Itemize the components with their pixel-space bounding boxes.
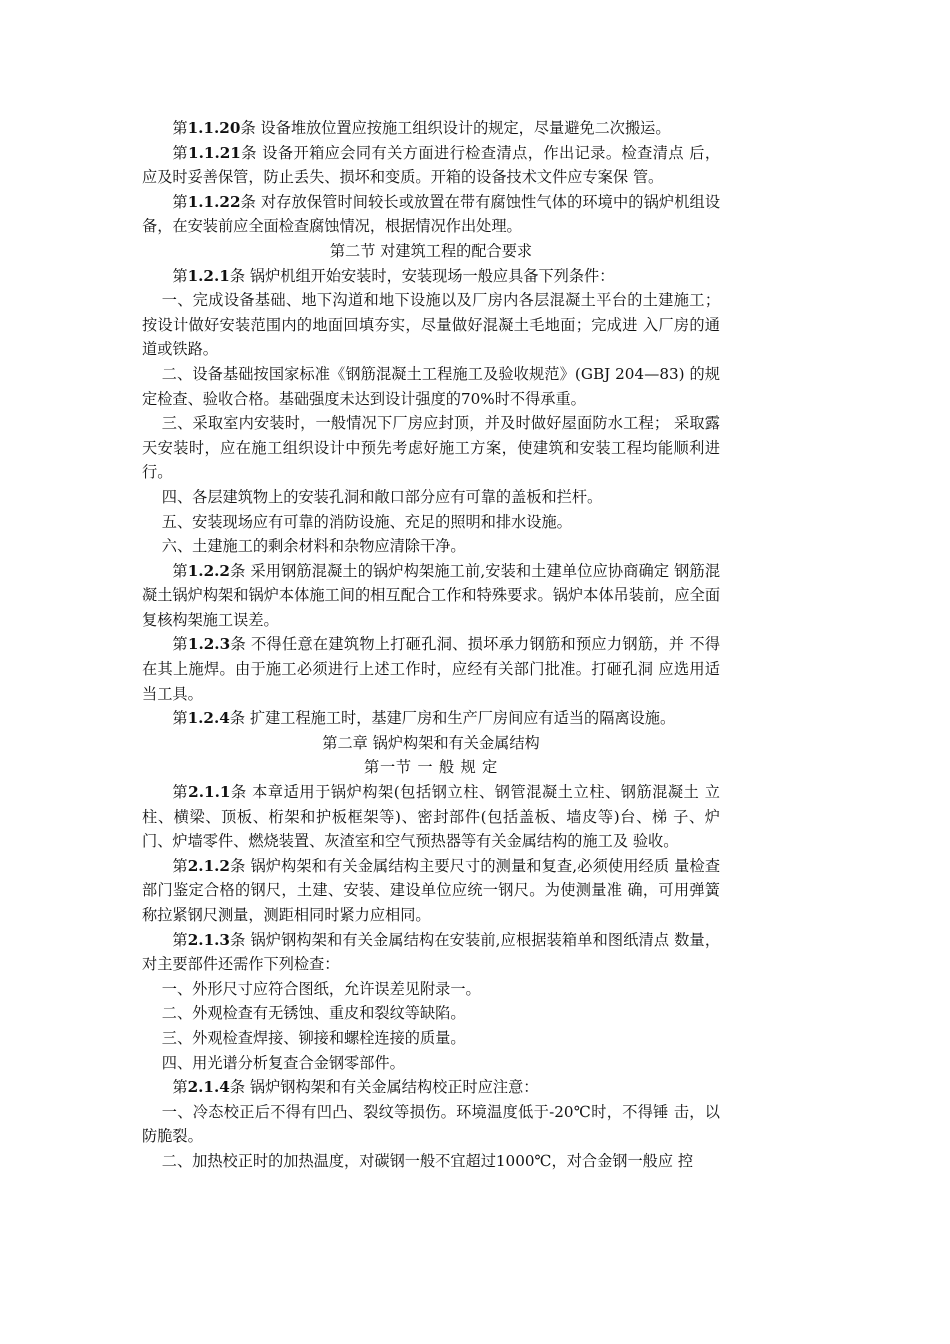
article-text: 本章适用于锅炉构架(包括钢立柱、钢管混凝土立柱、钢筋混凝土 立柱、横梁、顶板、桁架和护板框架等)、密封部件(包括盖板、墙皮等)台、梯 子、炉门、炉墙零件、燃烧装置、灰渣室和空气预热器等有关金属结构的施工及 验收。 xyxy=(142,783,720,851)
article-prefix: 第 xyxy=(172,119,188,137)
article-number: 1.2.4 xyxy=(187,709,230,728)
article-prefix: 第 xyxy=(172,635,188,654)
list-item: 二、设备基础按国家标准《钢筋混凝土工程施工及验收规范》(GBJ 204—83) 的规定检查、验收合格。基础强度未达到设计强度的70%时不得承重。 xyxy=(142,364,720,408)
article-1-2-1 xyxy=(142,264,720,289)
article-prefix: 第 xyxy=(172,709,188,728)
article-suffix: 条 xyxy=(230,783,253,802)
article-1-2-2 xyxy=(142,559,720,633)
list-item: 一、完成设备基础、地下沟道和地下设施以及厂房内各层混凝土平台的土建施工；按设计做好安装范围内的地面回填夯实，尽量做好混凝土毛地面；完成进 入厂房的通道或铁路。 xyxy=(142,291,720,359)
article-2-1-3 xyxy=(142,928,720,977)
article-text: 锅炉钢构架和有关金属结构校正时应注意： xyxy=(249,1078,539,1097)
article-number: 2.1.1 xyxy=(188,783,231,802)
list-item: 五、安装现场应有可靠的消防设施、充足的照明和排水设施。 xyxy=(161,512,572,531)
article-text: 对存放保管时间较长或放置在带有腐蚀性气体的环境中的锅炉机组设备，在安装前应全面检查腐蚀情况，根据情况作出处理。 xyxy=(142,192,721,236)
article-number: 1.1.20 xyxy=(187,119,241,137)
article-number: 1.1.22 xyxy=(187,192,241,211)
article-prefix: 第 xyxy=(172,930,188,949)
section-heading: 第二节 对建筑工程的配合要求 xyxy=(329,241,533,260)
list-item: 四、各层建筑物上的安装孔洞和敞口部分应有可靠的盖板和拦杆。 xyxy=(161,487,603,506)
list-item: 六、土建施工的剩余材料和杂物应清除干净。 xyxy=(161,537,466,556)
list-item: 二、外观检查有无锈蚀、重皮和裂纹等缺陷。 xyxy=(161,1004,466,1023)
article-number: 1.2.2 xyxy=(187,561,230,580)
article-prefix: 第 xyxy=(172,192,188,211)
article-text: 锅炉构架和有关金属结构主要尺寸的测量和复查,必须使用经质 量检查部门鉴定合格的钢尺，土建、安装、建设单位应统一钢尺。为使测量准 确，可用弹簧称拉紧钢尺测量，测距相同时紧力应相同。 xyxy=(142,856,721,924)
article-text: 设备开箱应会同有关方面进行检查清点，作出记录。检查清点 后，应及时妥善保管，防止丢失、损坏和变质。开箱的设备技术文件应专案保 管。 xyxy=(142,143,721,187)
article-text: 扩建工程施工时，基建厂房和生产厂房间应有适当的隔离设施。 xyxy=(249,709,676,728)
article-prefix: 第 xyxy=(172,783,189,802)
list-item: 四、用光谱分析复查合金钢零部件。 xyxy=(161,1053,405,1072)
article-prefix: 第 xyxy=(172,143,189,162)
article-suffix: 条 xyxy=(229,266,250,285)
list-item: 一、外形尺寸应符合图纸，允许误差见附录一。 xyxy=(161,979,481,998)
list-item: 三、采取室内安装时，一般情况下厂房应封顶，并及时做好屋面防水工程； 采取露天安装时，应在施工组织设计中预先考虑好施工方案，使建筑和安装工程均能顺利进行。 xyxy=(142,414,720,482)
article-suffix: 条 xyxy=(240,192,261,211)
list-item: 三、外观检查焊接、铆接和螺栓连接的质量。 xyxy=(161,1028,466,1047)
article-prefix: 第 xyxy=(172,561,188,580)
list-item: 二、加热校正时的加热温度，对碳钢一般不宜超过1000℃，对合金钢一般应 控 xyxy=(161,1151,694,1170)
article-text: 锅炉钢构架和有关金属结构在安装前,应根据装箱单和图纸清点 数量，对主要部件还需作下列检查： xyxy=(142,930,721,974)
document-page xyxy=(142,116,720,1174)
article-1-1-21 xyxy=(142,141,720,190)
article-prefix: 第 xyxy=(172,266,188,285)
article-1-2-4 xyxy=(142,706,720,731)
section-heading: 第一节 一 般 规 定 xyxy=(364,758,498,777)
article-number: 1.1.21 xyxy=(188,143,241,162)
article-suffix: 条 xyxy=(240,143,263,162)
article-number: 2.1.3 xyxy=(187,930,230,949)
article-number: 2.1.2 xyxy=(187,856,230,875)
article-suffix: 条 xyxy=(229,1078,250,1097)
article-number: 1.2.3 xyxy=(187,635,231,654)
article-number: 2.1.4 xyxy=(187,1078,230,1097)
chapter-heading: 第二章 锅炉构架和有关金属结构 xyxy=(322,733,540,752)
article-suffix: 条 xyxy=(230,635,252,654)
article-prefix: 第 xyxy=(172,856,188,875)
article-suffix: 条 xyxy=(240,119,261,137)
article-suffix: 条 xyxy=(230,930,251,949)
article-1-1-20 xyxy=(142,116,720,141)
article-number: 1.2.1 xyxy=(187,266,230,285)
article-text: 采用钢筋混凝土的锅炉构架施工前,安装和土建单位应协商确定 钢筋混凝土锅炉构架和锅炉本体施工间的相互配合工作和特殊要求。锅炉本体吊装前，应全面复核构架施工误差。 xyxy=(142,561,721,629)
article-suffix: 条 xyxy=(230,561,251,580)
article-prefix: 第 xyxy=(172,1078,188,1097)
article-1-2-3 xyxy=(142,632,720,706)
list-item: 一、冷态校正后不得有凹凸、裂纹等损伤。环境温度低于-20℃时，不得锤 击，以防脆裂。 xyxy=(142,1102,720,1146)
article-text: 锅炉机组开始安装时，安装现场一般应具备下列条件： xyxy=(249,266,615,285)
article-2-1-4 xyxy=(142,1075,720,1100)
article-suffix: 条 xyxy=(229,709,250,728)
article-1-1-22 xyxy=(142,190,720,239)
article-text: 不得任意在建筑物上打砸孔洞、损坏承力钢筋和预应力钢筋，并 不得在其上施焊。由于施工必须进行上述工作时，应经有关部门批准。打砸孔洞 应选用适当工具。 xyxy=(142,635,721,703)
article-2-1-1 xyxy=(142,780,720,854)
article-text: 设备堆放位置应按施工组织设计的规定，尽量避免二次搬运。 xyxy=(260,119,671,137)
article-suffix: 条 xyxy=(230,856,251,875)
article-2-1-2 xyxy=(142,854,720,928)
